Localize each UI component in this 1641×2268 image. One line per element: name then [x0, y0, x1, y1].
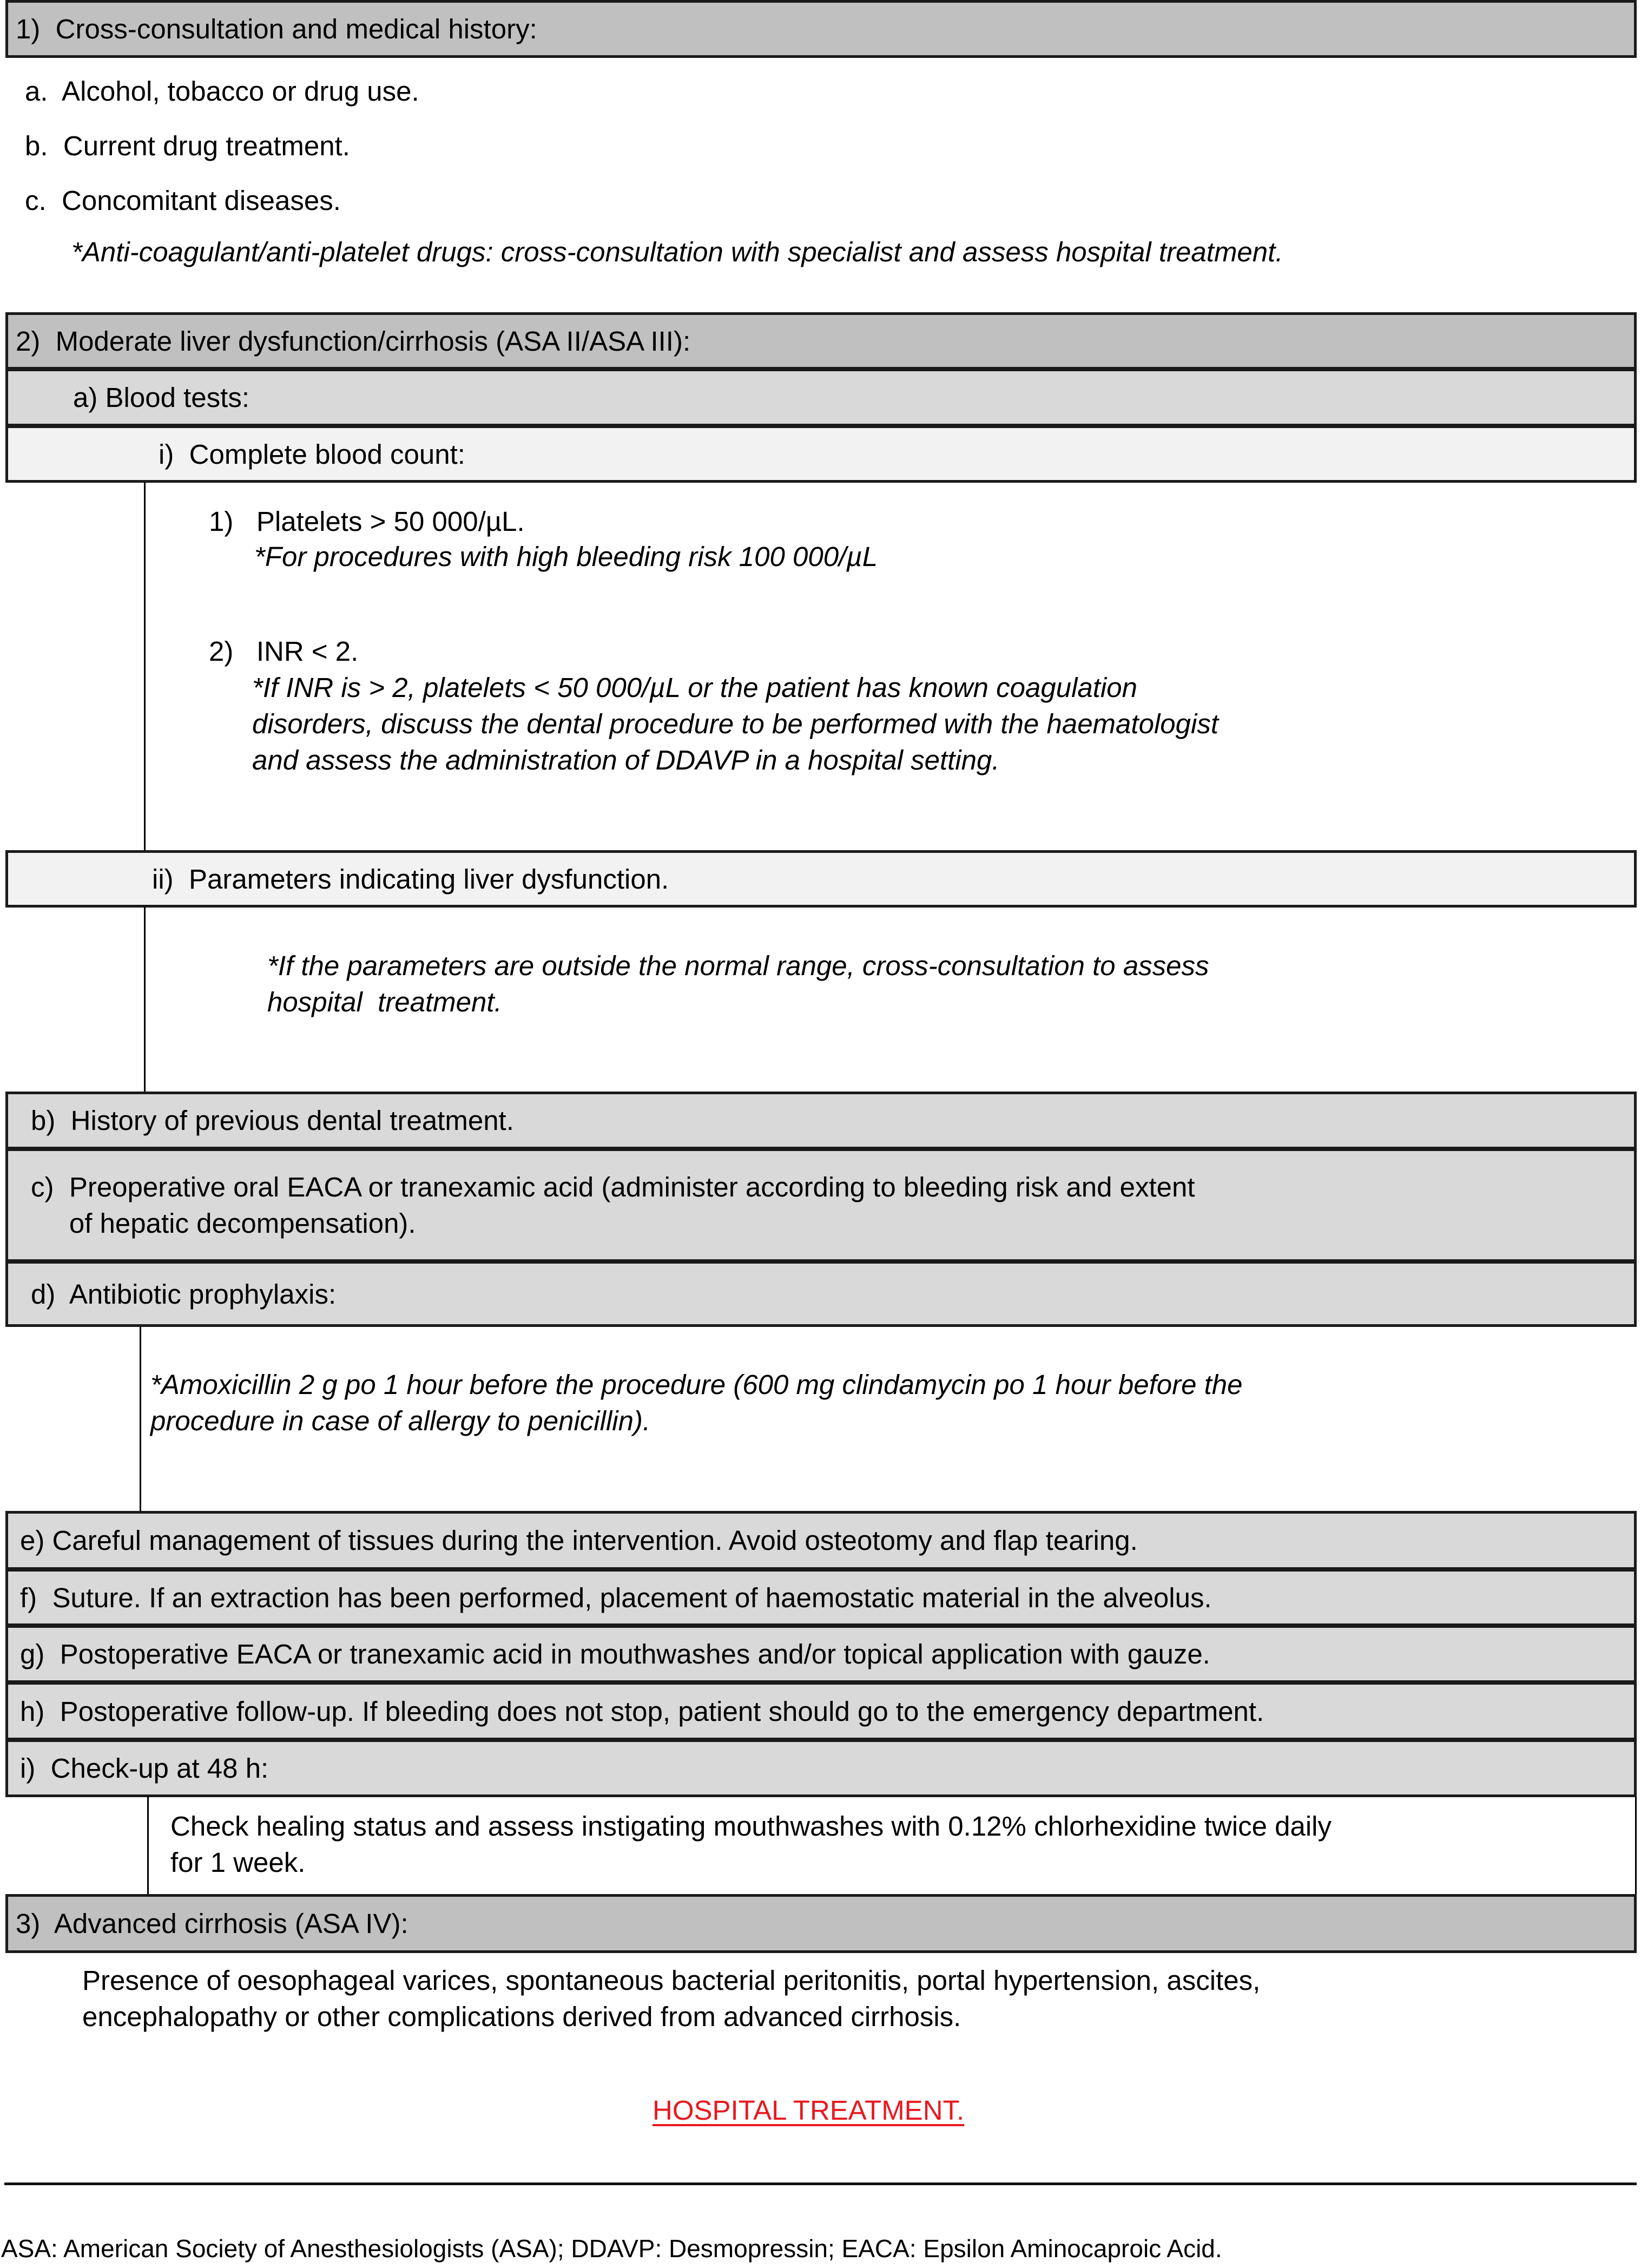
checkup-row: [5, 1739, 1637, 1797]
checkup-line-2: for 1 week.: [170, 1847, 306, 1878]
abbreviations-footnote: ASA: American Society of Anesthesiologists (ASA); DDAVP: Desmopressin; EACA: Epsilon Aminocaproic Acid.: [1, 2234, 1222, 2263]
advanced-cirrhosis-line-1: Presence of oesophageal varices, spontaneous bacterial peritonitis, portal hypertension, ascites,: [82, 1965, 1261, 1996]
blood-tests-header: [5, 369, 1637, 426]
antibiotic-note-line-2: procedure in case of allergy to penicillin).: [150, 1405, 651, 1436]
preoperative-eaca-line-1: c) Preoperative oral EACA or tranexamic acid (administer according to bleeding risk and extent: [31, 1172, 1195, 1202]
section-1-item-b: b. Current drug treatment.: [25, 130, 350, 161]
dental-history-row: [5, 1092, 1637, 1149]
dental-history-text: b) History of previous dental treatment.: [31, 1105, 514, 1136]
hospital-treatment-outcome: HOSPITAL TREATMENT.: [653, 2095, 965, 2126]
platelets-note: *For procedures with high bleeding risk 100 000/µL: [254, 541, 878, 572]
tissue-management-row: [5, 1511, 1637, 1570]
checkup-line-1: Check healing status and assess instigating mouthwashes with 0.12% chlorhexidine twice daily: [170, 1811, 1332, 1842]
section-1-item-c: c. Concomitant diseases.: [25, 185, 341, 216]
suture-row: [5, 1569, 1637, 1626]
section-3-title: 3) Advanced cirrhosis (ASA IV):: [16, 1908, 408, 1939]
footer-divider: [4, 2182, 1637, 2185]
inr-note-line-3: and assess the administration of DDAVP in a hospital setting.: [252, 745, 1000, 775]
preoperative-eaca-line-2: of hepatic decompensation).: [31, 1208, 416, 1239]
antibiotic-prophylaxis-title: d) Antibiotic prophylaxis:: [31, 1278, 337, 1310]
postoperative-eaca-row: [5, 1625, 1637, 1683]
liver-parameters-header: [5, 850, 1637, 908]
platelets-criterion: 1) Platelets > 50 000/µL.: [209, 506, 525, 537]
indent-rule: [144, 482, 146, 850]
tissue-management-text: e) Careful management of tissues during the intervention. Avoid osteotomy and flap tearing.: [20, 1525, 1138, 1556]
inr-note-line-2: disorders, discuss the dental procedure to be performed with the haematologist: [252, 708, 1218, 739]
antibiotic-note-line-1: *Amoxicillin 2 g po 1 hour before the procedure (600 mg clindamycin po 1 hour before the: [150, 1369, 1243, 1400]
section-3-header: [5, 1894, 1637, 1953]
section-1-note: *Anti-coagulant/anti-platelet drugs: cross-consultation with specialist and assess hospital treatment.: [71, 236, 1283, 267]
blood-tests-title: a) Blood tests:: [73, 382, 249, 413]
inr-note-line-1: *If INR is > 2, platelets < 50 000/µL or the patient has known coagulation: [252, 672, 1137, 703]
suture-text: f) Suture. If an extraction has been performed, placement of haemostatic material in the alveolus.: [20, 1582, 1212, 1613]
section-1-header: [5, 0, 1637, 58]
liver-parameters-title: ii) Parameters indicating liver dysfunction.: [152, 863, 669, 895]
antibiotic-prophylaxis-row: [5, 1261, 1637, 1327]
section-1-title: 1) Cross-consultation and medical history:: [16, 14, 537, 44]
complete-blood-count-title: i) Complete blood count:: [159, 438, 465, 470]
complete-blood-count-header: [5, 425, 1637, 483]
liver-note-line-1: *If the parameters are outside the normal range, cross-consultation to assess: [267, 950, 1209, 981]
preoperative-eaca-row: [5, 1148, 1637, 1262]
section-2-title: 2) Moderate liver dysfunction/cirrhosis (ASA II/ASA III):: [16, 325, 691, 357]
indent-rule: [144, 906, 146, 1092]
checkup-title: i) Check-up at 48 h:: [20, 1753, 269, 1784]
postoperative-eaca-text: g) Postoperative EACA or tranexamic acid in mouthwashes and/or topical application with gauze.: [20, 1639, 1210, 1669]
section-2-header: [5, 312, 1637, 370]
section-1-item-a: a. Alcohol, tobacco or drug use.: [25, 76, 419, 107]
advanced-cirrhosis-line-2: encephalopathy or other complications derived from advanced cirrhosis.: [82, 2001, 961, 2032]
indent-rule: [140, 1326, 141, 1511]
follow-up-row: [5, 1682, 1637, 1740]
checkup-box: [147, 1796, 1637, 1895]
inr-criterion: 2) INR < 2.: [209, 636, 359, 667]
liver-note-line-2: hospital treatment.: [267, 987, 502, 1017]
follow-up-text: h) Postoperative follow-up. If bleeding does not stop, patient should go to the emergency department.: [20, 1695, 1264, 1727]
